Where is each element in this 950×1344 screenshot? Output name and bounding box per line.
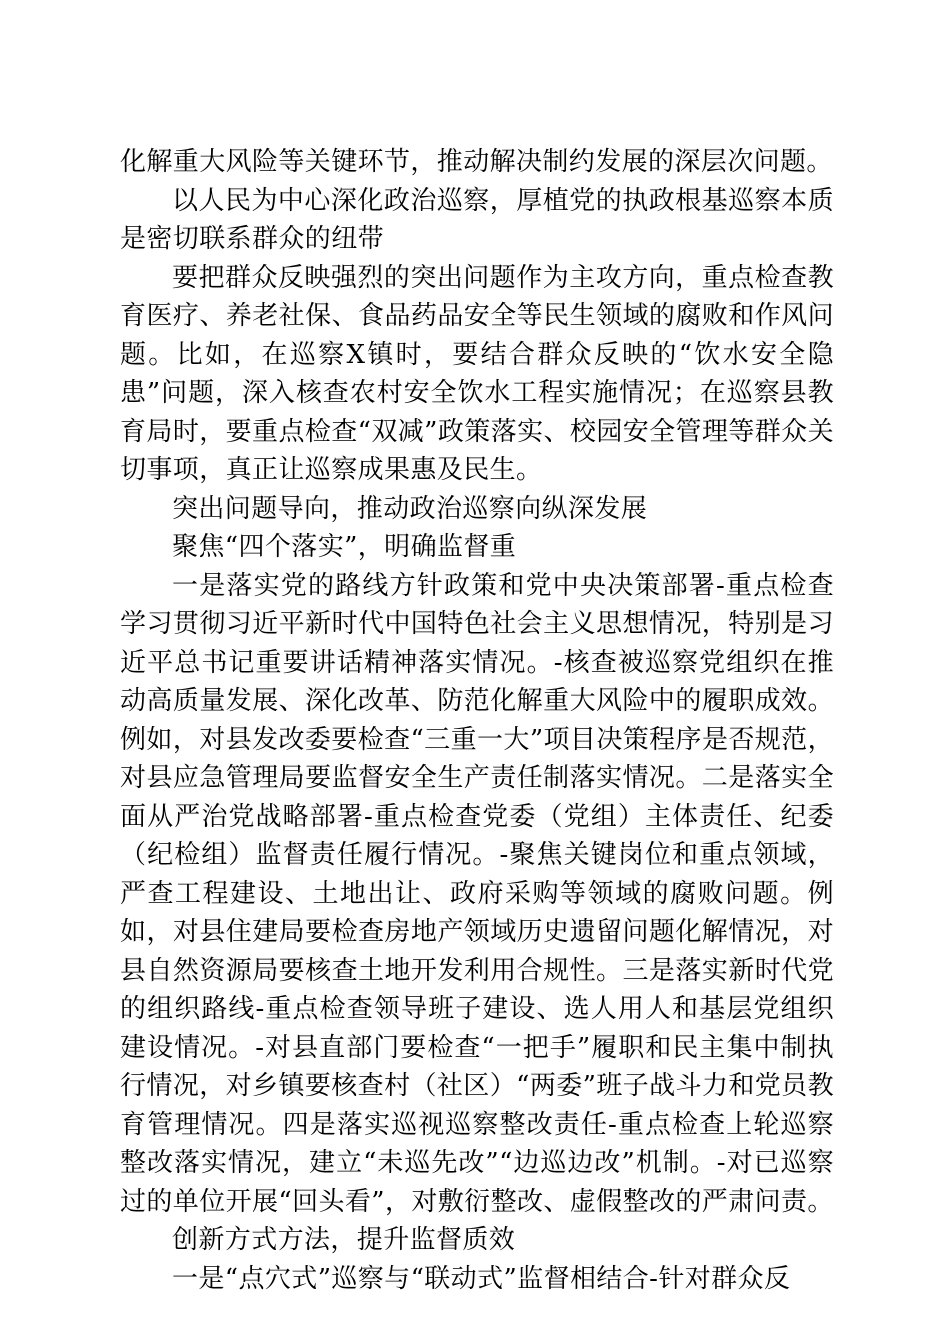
paragraph-mass-issues: 要把群众反映强烈的突出问题作为主攻方向，重点检查教育医疗、养老社保、食品药品安全等民生领域的腐败和作风问题。比如，在巡察X镇时，要结合群众反映的“饮水安全隐患”问题，深入核查农村安全饮水工程实施情况；在巡察县教育局时，要重点检查“双减”政策落实、校园安全管理等群众关切事项，真正让巡察成果惠及民生。 <box>120 262 834 485</box>
document-page <box>120 143 834 1298</box>
section-heading-people-centered: 以人民为中心深化政治巡察，厚植党的执政根基巡察本质是密切联系群众的纽带 <box>120 185 834 254</box>
paragraph-four-implementations: 一是落实党的路线方针政策和党中央决策部署-重点检查学习贯彻习近平新时代中国特色社会主义思想情况，特别是习近平总书记重要讲话精神落实情况。-核查被巡察党组织在推动高质量发展、深化改革、防范化解重大风险中的履职成效。例如，对县发改委要检查“三重一大”项目决策程序是否规范，对县应急管理局要监督安全生产责任制落实情况。二是落实全面从严治党战略部署-重点检查党委（党组）主体责任、纪委（纪检组）监督责任履行情况。-聚焦关键岗位和重点领域，严查工程建设、土地出让、政府采购等领域的腐败问题。例如，对县住建局要检查房地产领域历史遗留问题化解情况，对县自然资源局要核查土地开发利用合规性。三是落实新时代党的组织路线-重点检查领导班子建设、选人用人和基层党组织建设情况。-对县直部门要检查“一把手”履职和民主集中制执行情况，对乡镇要核查村（社区）“两委”班子战斗力和党员教育管理情况。四是落实巡视巡察整改责任-重点检查上轮巡察整改落实情况，建立“未巡先改”“边巡边改”机制。-对已巡察过的单位开展“回头看”，对敷衍整改、虚假整改的严肃问责。 <box>120 570 834 1217</box>
section-heading-problem-oriented: 突出问题导向，推动政治巡察向纵深发展 <box>172 493 648 524</box>
section-heading-innovation: 创新方式方法，提升监督质效 <box>172 1225 516 1255</box>
paragraph-continuation: 化解重大风险等关键环节，推动解决制约发展的深层次问题。 <box>120 147 833 177</box>
paragraph-acupoint-inspection: 一是“点穴式”巡察与“联动式”监督相结合-针对群众反 <box>172 1263 791 1294</box>
subheading-four-implementations: 聚焦“四个落实”，明确监督重 <box>172 532 517 562</box>
